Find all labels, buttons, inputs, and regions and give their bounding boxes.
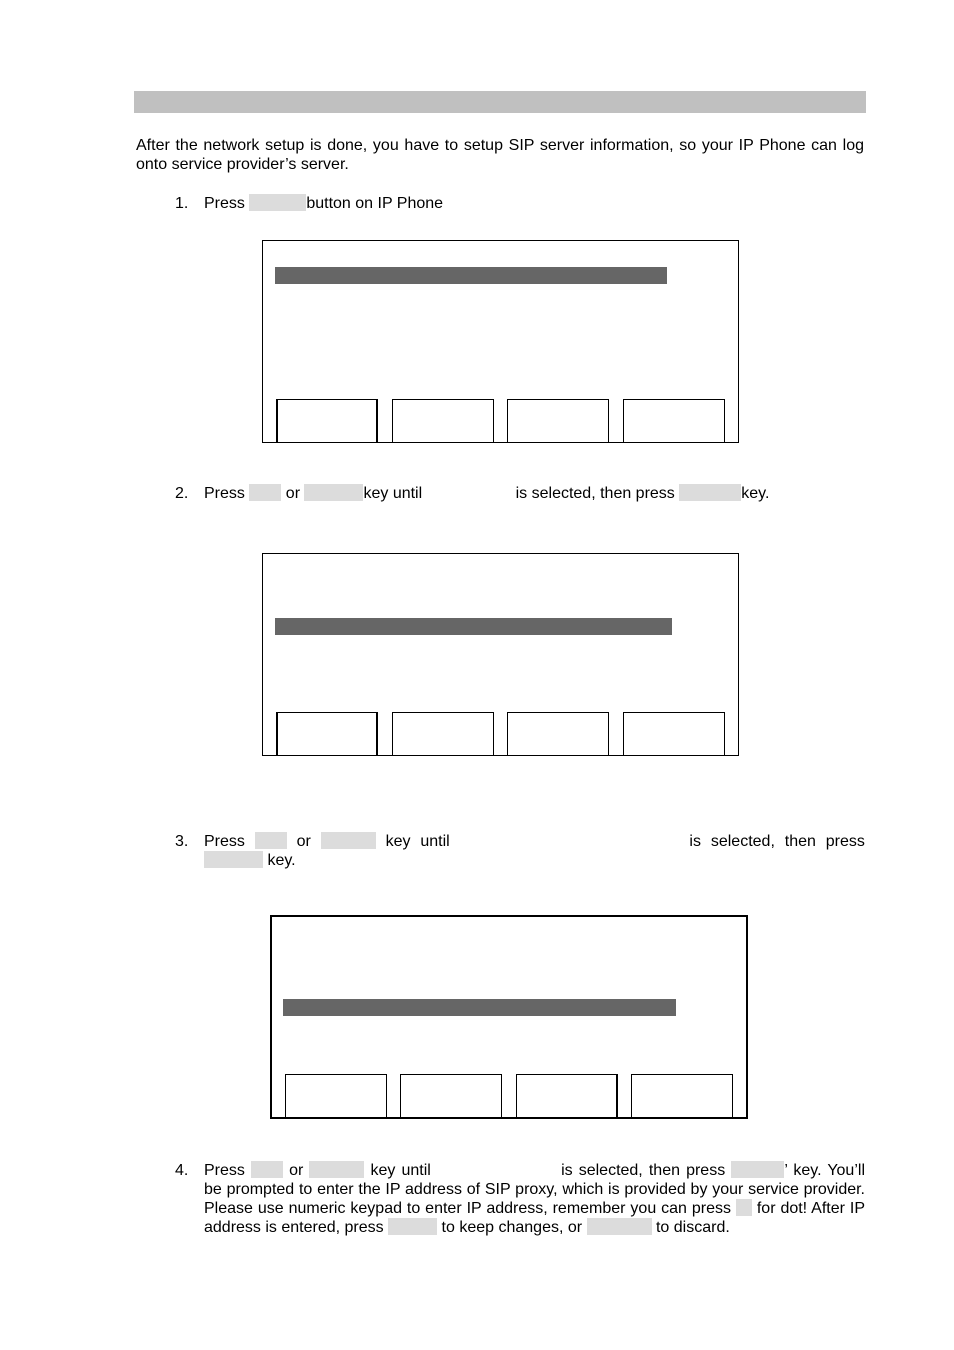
step-text: Press button on IP Phone <box>204 195 444 212</box>
softkey-4 <box>631 1074 733 1118</box>
selected-menu-row <box>275 267 667 284</box>
softkey-2 <box>392 399 494 443</box>
softkey-4 <box>623 712 725 756</box>
softkey-1 <box>285 1074 387 1118</box>
key-highlight <box>731 1161 784 1178</box>
step-text: Press or key until is selected, then press key. <box>204 485 770 502</box>
phone-screen-3 <box>270 915 748 1119</box>
softkey-1 <box>276 712 378 756</box>
key-highlight <box>204 851 263 868</box>
softkey-3 <box>507 712 609 756</box>
selected-menu-row <box>283 999 676 1016</box>
key-highlight <box>309 1161 364 1178</box>
softkey-4 <box>623 399 725 443</box>
key-highlight <box>249 194 306 211</box>
softkey-2 <box>400 1074 502 1118</box>
key-highlight <box>388 1218 437 1235</box>
step-number: 1. <box>175 195 189 212</box>
softkey-1 <box>276 399 378 443</box>
key-highlight <box>321 832 376 849</box>
intro-paragraph: After the network setup is done, you have to setup SIP server information, so your IP Phone can log onto service provider’s server. <box>136 137 864 173</box>
phone-screen-1 <box>262 240 739 443</box>
step-text: Press or key until is selected, then press key. <box>204 833 865 869</box>
selected-menu-row <box>275 618 672 635</box>
step-text: Press or key until is selected, then press ’ key. You’ll be prompted to enter the IP address of SIP proxy, which is provided by your service provider. Please use numeric keypad to enter IP address, remember you can press for dot! After IP address is entered, press to keep changes, or to discard. <box>204 1162 865 1236</box>
key-highlight <box>736 1199 752 1216</box>
softkey-2 <box>392 712 494 756</box>
step-number: 2. <box>175 485 189 502</box>
section-header-bar <box>134 91 866 113</box>
softkey-3 <box>507 399 609 443</box>
key-highlight <box>679 484 741 501</box>
softkey-3 <box>516 1074 618 1118</box>
step-number: 3. <box>175 833 189 850</box>
key-highlight <box>304 484 363 501</box>
key-highlight <box>249 484 281 501</box>
step-number: 4. <box>175 1162 189 1179</box>
key-highlight <box>255 832 287 849</box>
phone-screen-2 <box>262 553 739 756</box>
key-highlight <box>251 1161 283 1178</box>
key-highlight <box>587 1218 652 1235</box>
